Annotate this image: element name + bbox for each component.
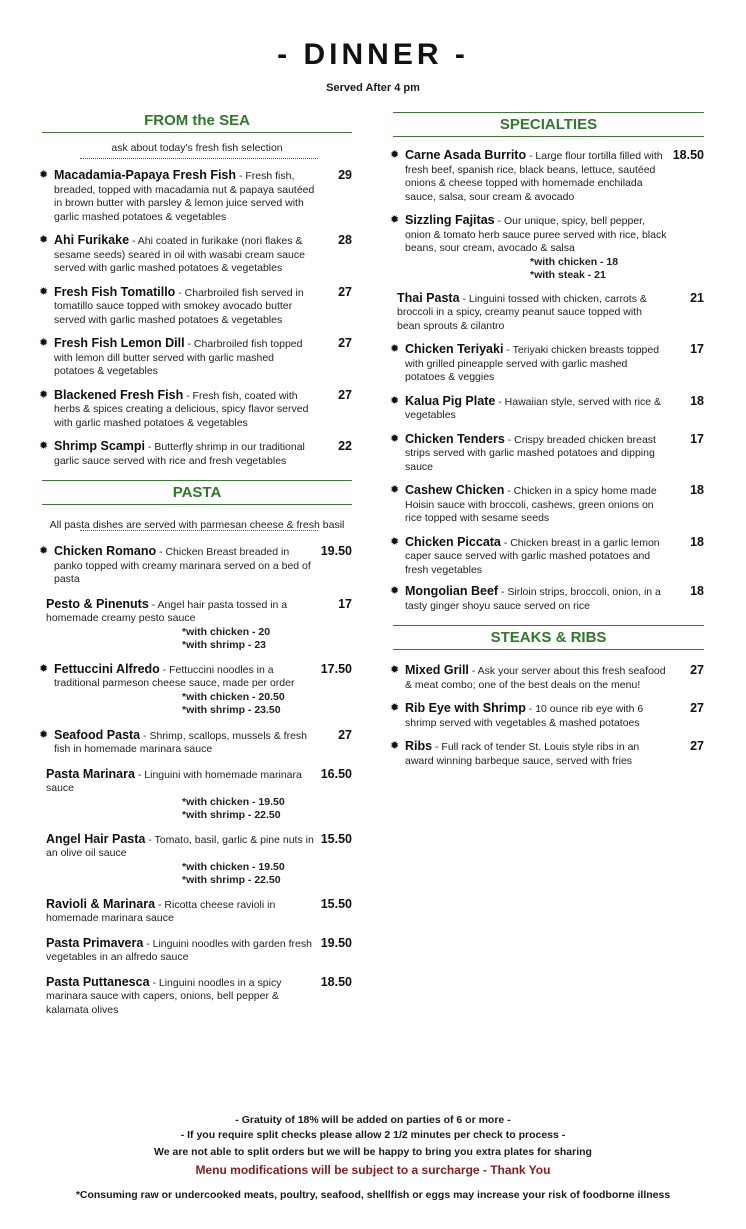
menu-item-addon: *with chicken - 19.50	[182, 860, 285, 873]
menu-item	[39, 544, 352, 587]
star-burst-icon: ✹	[39, 337, 49, 349]
section-title-specialties: SPECIALTIES	[393, 112, 704, 137]
modification-notice: Menu modifications will be subject to a surcharge - Thank You	[195, 1163, 551, 1177]
menu-item-price: 28	[338, 233, 352, 247]
menu-item-name: Pesto & Pinenuts	[46, 596, 149, 611]
steaks-item-list	[390, 663, 704, 768]
star-burst-icon: ✹	[390, 585, 400, 597]
menu-item-desc: - Shrimp, scallops, mussels & fresh fish in homemade marinara sauce	[54, 729, 308, 755]
menu-item	[39, 387, 352, 431]
menu-item-desc: - Full rack of tender St. Louis style ribs in an award winning barbeque sauce, served with fries	[405, 741, 640, 767]
menu-item-desc: - Teriyaki chicken breasts topped with grilled pineapple served with garlic mashed potatoes & veggies	[405, 344, 660, 383]
menu-item-desc: - Chicken in a spicy home made Hoisin sauce with broccoli, cashews, green onions on rice topped with sesame seeds	[405, 485, 657, 524]
menu-item-name: Cashew Chicken	[405, 483, 505, 497]
star-burst-icon: ✹	[390, 664, 400, 676]
star-burst-icon: ✹	[39, 285, 49, 298]
menu-item-name: Fresh Fish Lemon Dill	[54, 336, 185, 350]
menu-item-desc: - Ask your server about this fresh seafood & meat combo; one of the best deals on the menu!	[405, 665, 666, 691]
left-column	[39, 112, 352, 1017]
section-title-steaks: STEAKS & RIBS	[393, 625, 704, 650]
menu-item	[390, 483, 704, 526]
menu-item	[393, 292, 704, 334]
menu-item-desc: - Linguini tossed with chicken, carrots & broccoli in a spicy, creamy peanut sauce topped with bean sprouts & cilantro	[397, 292, 647, 332]
menu-item	[39, 168, 352, 224]
menu-item-price: 18	[690, 393, 704, 408]
menu-item-name: Ahi Furikake	[54, 233, 130, 247]
menu-item	[42, 976, 352, 1018]
menu-item-price: 29	[338, 168, 352, 182]
menu-item-desc: - Ricotta cheese ravioli in homemade marinara sauce	[46, 898, 276, 924]
section-note-pasta: All pasta dishes are served with parmesan cheese & fresh basil	[49, 519, 345, 531]
menu-item-desc: - Sirloin strips, broccoli, onion, in a tasty ginger shoyu sauce served on rice	[405, 586, 661, 612]
menu-item-name: Chicken Piccata	[405, 534, 501, 549]
menu-item-price: 18.50	[672, 148, 704, 162]
menu-item	[390, 393, 704, 423]
menu-item-name: Pasta Primavera	[46, 935, 144, 950]
section-title-pasta: PASTA	[42, 480, 352, 505]
gratuity-note: - Gratuity of 18% will be added on parties of 6 or more -	[235, 1114, 511, 1126]
menu-item-name: Seafood Pasta	[54, 727, 141, 742]
menu-item-price: 27	[338, 387, 352, 402]
menu-item-addon: *with chicken - 20	[182, 625, 271, 638]
menu-item-name: Fresh Fish Tomatillo	[54, 284, 176, 299]
menu-item-price: 27	[690, 739, 704, 753]
menu-item-name: Fettuccini Alfredo	[54, 661, 160, 676]
menu-item-desc: - Linguini noodles in a spicy marinara sauce with capers, onions, bell pepper & kalamata olives	[46, 976, 282, 1016]
menu-item-addon: *with shrimp - 23	[182, 638, 267, 651]
menu-item	[390, 663, 704, 692]
menu-item	[390, 342, 704, 385]
menu-item-desc: - Fettuccini noodles in a traditional parmeson cheese sauce, made per order	[54, 663, 295, 689]
pasta-item-list	[39, 544, 352, 1017]
foodborne-warning: *Consuming raw or undercooked meats, poultry, seafood, shellfish or eggs may increase your risk of foodborne illness	[75, 1189, 671, 1201]
menu-item-name: Mongolian Beef	[405, 584, 499, 598]
star-burst-icon: ✹	[390, 214, 400, 226]
menu-item-name: Chicken Tenders	[405, 431, 505, 446]
menu-item-price: 17	[690, 431, 704, 446]
menu-item-price: 18	[690, 534, 704, 549]
menu-item-addon: *with shrimp - 22.50	[182, 808, 281, 821]
menu-item-price: 17	[690, 342, 704, 356]
star-burst-icon: ✹	[39, 234, 49, 246]
menu-item	[42, 937, 352, 965]
star-burst-icon: ✹	[390, 432, 400, 445]
star-burst-icon: ✹	[390, 343, 400, 355]
menu-item-price: 17.50	[320, 661, 352, 676]
menu-item-price: 18	[690, 584, 704, 598]
star-burst-icon: ✹	[39, 388, 49, 401]
menu-item	[42, 768, 352, 822]
menu-item-addon: *with shrimp - 23.50	[182, 703, 281, 716]
menu-item-desc: - Hawaiian style, served with rice & vegetables	[405, 395, 662, 421]
menu-item-name: Ravioli & Marinara	[46, 896, 156, 911]
menu-item-price: 19.50	[320, 544, 352, 558]
menu-item-desc: - Chicken Breast breaded in panko topped with creamy marinara served on a bed of pasta	[54, 546, 311, 585]
menu-item-price: 21	[690, 290, 704, 305]
menu-item-desc: - Angel hair pasta tossed in a homemade creamy pesto sauce	[46, 598, 288, 624]
menu-item-desc: - Linguini with homemade marinara sauce	[46, 768, 302, 794]
star-burst-icon: ✹	[39, 440, 49, 452]
menu-item-addon: *with shrimp - 22.50	[182, 873, 281, 886]
menu-item-name: Thai Pasta	[397, 290, 460, 305]
split-check-note: - If you require split checks please allow 2 1/2 minutes per check to process -	[180, 1129, 566, 1141]
menu-item	[390, 213, 704, 282]
star-burst-icon: ✹	[39, 728, 49, 741]
star-burst-icon: ✹	[39, 662, 49, 675]
specialties-item-list	[390, 148, 704, 613]
menu-item-name: Ribs	[405, 739, 433, 753]
menu-item-price: 27	[690, 701, 704, 715]
menu-item-price: 18	[690, 483, 704, 497]
menu-item-desc: - Charbroiled fish topped with lemon dill butter served with garlic mashed potatoes & vegetables	[54, 338, 303, 377]
menu-item-price: 18.50	[320, 974, 352, 989]
menu-item-desc: - Ahi coated in furikake (nori flakes & sesame seeds) seared in oil with wasabi cream sauce served with garlic mashed potatoes & vegetables	[54, 235, 305, 274]
menu-item-price: 27	[338, 336, 352, 350]
menu-item	[390, 739, 704, 768]
menu-item	[390, 534, 704, 578]
menu-item	[39, 284, 352, 328]
menu-item	[42, 833, 352, 887]
star-burst-icon: ✹	[390, 740, 400, 752]
star-burst-icon: ✹	[390, 149, 400, 161]
menu-item	[390, 431, 704, 475]
menu-item-price: 19.50	[320, 935, 352, 950]
menu-item-name: Shrimp Scampi	[54, 439, 145, 453]
sharing-note: We are not able to split orders but we will be happy to bring you extra plates for sharing	[154, 1146, 592, 1158]
menu-item	[39, 661, 352, 717]
menu-item-name: Carne Asada Burrito	[405, 148, 527, 162]
menu-item	[390, 148, 704, 204]
menu-item	[39, 727, 352, 757]
menu-item-price: 16.50	[320, 766, 352, 781]
menu-item-price: 27	[338, 727, 352, 742]
dotted-divider	[80, 157, 318, 159]
star-burst-icon: ✹	[39, 545, 49, 557]
menu-item-desc: - Fresh fish, coated with herbs & spices creating a delicious, spicy flavor served with garlic mashed potatoes & vegetables	[54, 389, 309, 429]
star-burst-icon: ✹	[390, 484, 400, 496]
menu-item	[390, 584, 704, 613]
menu-item-price: 22	[338, 439, 352, 453]
menu-item-desc: - Fresh fish, breaded, topped with macadamia nut & papaya sautéed in brown butter with parsley & lemon juice served with garlic mashed potatoes & vegetables	[54, 170, 315, 223]
menu-item-desc: - Chicken breast in a garlic lemon caper sauce served with garlic mashed potatoes and fresh vegetables	[405, 536, 660, 576]
menu-item-price: 15.50	[320, 896, 352, 911]
menu-item	[390, 701, 704, 730]
menu-item-name: Macadamia-Papaya Fresh Fish	[54, 168, 237, 182]
menu-item-name: Pasta Puttanesca	[46, 974, 150, 989]
menu-item-price: 27	[690, 663, 704, 677]
menu-item-addon: *with steak - 21	[530, 268, 606, 281]
menu-item-desc: - Crispy breaded chicken breast strips served with garlic mashed potatoes and dipping sauce	[405, 433, 656, 473]
menu-item-desc: - Linguini noodles with garden fresh vegetables in an alfredo sauce	[46, 937, 312, 963]
menu-item-name: Kalua Pig Plate	[405, 393, 496, 408]
menu-item-name: Rib Eye with Shrimp	[405, 701, 526, 715]
menu-item-addon: *with chicken - 20.50	[182, 690, 285, 703]
menu-item-price: 27	[338, 284, 352, 299]
page-subtitle: Served After 4 pm	[326, 82, 420, 94]
star-burst-icon: ✹	[390, 535, 400, 548]
menu-item-name: Pasta Marinara	[46, 766, 135, 781]
menu-item	[42, 898, 352, 926]
menu-item-name: Angel Hair Pasta	[46, 831, 146, 846]
menu-item-name: Blackened Fresh Fish	[54, 387, 184, 402]
section-title-sea: FROM the SEA	[42, 112, 352, 133]
menu-item-name: Mixed Grill	[405, 663, 469, 677]
menu-item-desc: - Our unique, spicy, bell pepper, onion & tomato herb sauce puree served with rice, black beans, sour cream, avocado & salsa	[405, 215, 667, 254]
menu-item-name: Chicken Teriyaki	[405, 342, 504, 356]
menu-item-price: 15.50	[320, 831, 352, 846]
page-title: - DINNER -	[277, 38, 469, 71]
menu-item	[39, 336, 352, 379]
star-burst-icon: ✹	[390, 702, 400, 714]
menu-item-desc: - Large flour tortilla filled with fresh beef, spanish rice, black beans, lettuce, sautéed onions & cheese topped with homemade enchilada sauce, salsa, sour cream & avocado	[405, 150, 663, 203]
menu-item-desc: - Tomato, basil, garlic & pine nuts in an olive oil sauce	[46, 833, 314, 859]
menu-item-desc: - Charbroiled fish served in tomatillo sauce topped with smokey avocado butter served with garlic mashed potatoes & vegetables	[54, 286, 304, 326]
menu-item-addon: *with chicken - 18	[530, 255, 619, 268]
menu-item-name: Sizzling Fajitas	[405, 213, 495, 227]
star-burst-icon: ✹	[39, 169, 49, 181]
menu-item-addon: *with chicken - 19.50	[182, 795, 285, 808]
sea-item-list	[39, 168, 352, 468]
menu-item-desc: - Butterfly shrimp in our traditional garlic sauce served with rice and fresh vegetables	[54, 441, 305, 467]
menu-item	[42, 598, 352, 652]
star-burst-icon: ✹	[390, 394, 400, 407]
menu-item	[39, 233, 352, 276]
menu-item-desc: - 10 ounce rib eye with 6 shrimp served with vegetables & mashed potatoes	[405, 703, 644, 729]
menu-item-name: Chicken Romano	[54, 544, 157, 558]
section-note-sea: ask about today's fresh fish selection	[111, 142, 283, 154]
menu-item-price: 17	[338, 596, 352, 611]
menu-item	[39, 439, 352, 468]
right-column	[390, 112, 704, 778]
